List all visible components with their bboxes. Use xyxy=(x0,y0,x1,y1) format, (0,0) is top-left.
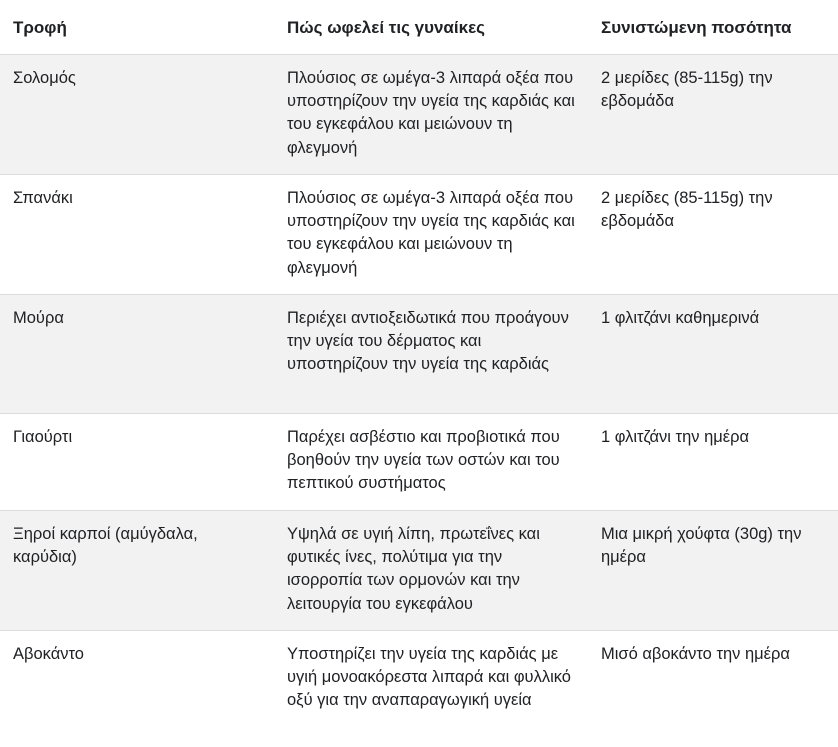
table-row xyxy=(0,175,838,295)
cell-amount: Μισό αβοκάντο την ημέρα xyxy=(588,631,838,747)
cell-food: Γιαούρτι xyxy=(0,414,274,511)
table-row xyxy=(0,55,838,175)
table-row xyxy=(0,414,838,511)
cell-food: Αβοκάντο xyxy=(0,631,274,747)
table-header xyxy=(0,0,838,55)
cell-benefit: Περιέχει αντιοξειδωτικά που προάγουν την υγεία του δέρματος και υποστηρίζουν την υγεία της καρδιάς xyxy=(274,295,588,414)
cell-amount: 2 μερίδες (85-115g) την εβδομάδα xyxy=(588,55,838,175)
table-row xyxy=(0,295,838,414)
header-food: Τροφή xyxy=(0,0,274,55)
cell-amount: 1 φλιτζάνι καθημερινά xyxy=(588,295,838,414)
cell-amount: 2 μερίδες (85-115g) την εβδομάδα xyxy=(588,175,838,295)
cell-benefit: Πλούσιος σε ωμέγα-3 λιπαρά οξέα που υποστηρίζουν την υγεία της καρδιάς και του εγκεφάλου και μειώνουν τη φλεγμονή xyxy=(274,55,588,175)
cell-benefit: Πλούσιος σε ωμέγα-3 λιπαρά οξέα που υποστηρίζουν την υγεία της καρδιάς και του εγκεφάλου και μειώνουν τη φλεγμονή xyxy=(274,175,588,295)
cell-food: Μούρα xyxy=(0,295,274,414)
header-amount: Συνιστώμενη ποσότητα xyxy=(588,0,838,55)
header-row xyxy=(0,0,838,55)
table-row xyxy=(0,511,838,631)
cell-benefit: Παρέχει ασβέστιο και προβιοτικά που βοηθούν την υγεία των οστών και του πεπτικού συστήματος xyxy=(274,414,588,511)
cell-food: Σολομός xyxy=(0,55,274,175)
header-benefit: Πώς ωφελεί τις γυναίκες xyxy=(274,0,588,55)
table-row xyxy=(0,631,838,747)
table-body xyxy=(0,55,838,747)
cell-food: Σπανάκι xyxy=(0,175,274,295)
cell-benefit: Υψηλά σε υγιή λίπη, πρωτεΐνες και φυτικές ίνες, πολύτιμα για την ισορροπία των ορμονών και την λειτουργία του εγκεφάλου xyxy=(274,511,588,631)
cell-food: Ξηροί καρποί (αμύγδαλα, καρύδια) xyxy=(0,511,274,631)
cell-amount: 1 φλιτζάνι την ημέρα xyxy=(588,414,838,511)
cell-benefit: Υποστηρίζει την υγεία της καρδιάς με υγιή μονοακόρεστα λιπαρά και φυλλικό οξύ για την αναπαραγωγική υγεία xyxy=(274,631,588,747)
cell-amount: Μια μικρή χούφτα (30g) την ημέρα xyxy=(588,511,838,631)
